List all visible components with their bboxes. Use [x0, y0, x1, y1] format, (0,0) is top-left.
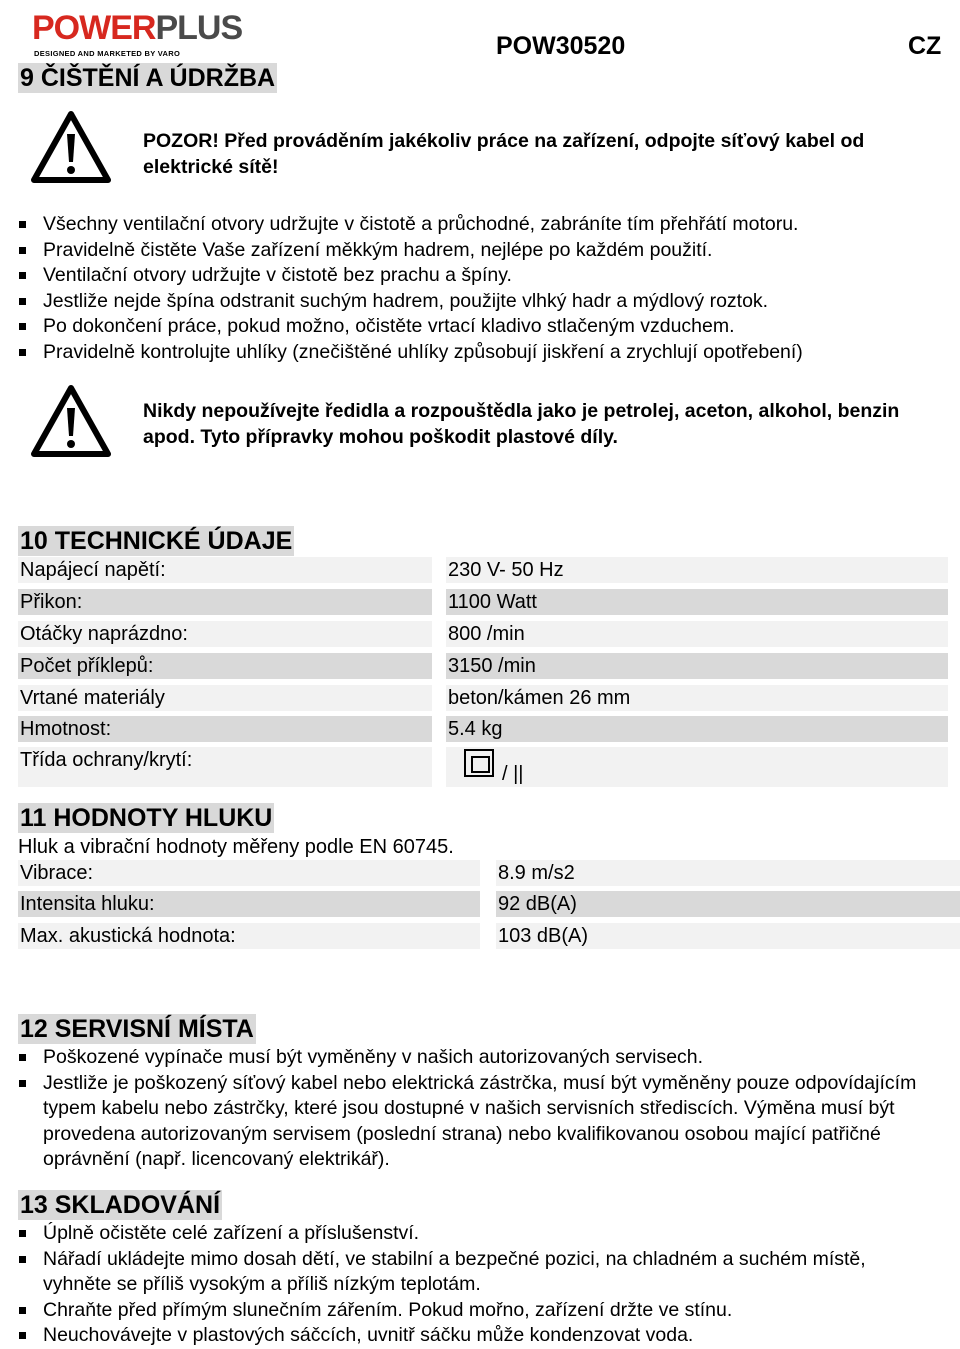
list-item: Úplně očistěte celé zařízení a příslušenství. [18, 1221, 938, 1247]
spec-label: Vrtané materiály [18, 685, 432, 711]
table-row [18, 653, 948, 679]
spec-label: Hmotnost: [18, 716, 432, 742]
noise-value: 92 dB(A) [496, 891, 960, 917]
section-12-title: 12 SERVISNÍ MÍSTA [20, 1015, 254, 1043]
service-list [18, 1045, 938, 1173]
list-item: Ventilační otvory udržujte v čistotě bez prachu a špíny. [18, 263, 948, 289]
double-insulation-icon [464, 749, 494, 777]
cleaning-list [18, 212, 948, 365]
table-row [18, 860, 960, 886]
table-row [18, 557, 948, 583]
model-number: POW30520 [496, 32, 626, 60]
noise-value: 103 dB(A) [496, 923, 960, 949]
table-row [18, 716, 948, 742]
noise-intro: Hluk a vibrační hodnoty měřeny podle EN 60745. [18, 836, 454, 858]
noise-label: Vibrace: [18, 860, 480, 886]
table-row [18, 747, 948, 787]
storage-list [18, 1221, 938, 1349]
list-item: Po dokončení práce, pokud možno, očistěte vrtací kladivo stlačeným vzduchem. [18, 314, 948, 340]
brand-logo-wordmark: POWERPLUS [32, 10, 243, 47]
spec-value: 800 /min [446, 621, 948, 647]
section-9-title: 9 ČIŠTĚNÍ A ÚDRŽBA [20, 64, 276, 92]
section-10-title: 10 TECHNICKÉ ÚDAJE [20, 527, 293, 555]
table-row [18, 685, 948, 711]
list-item: Pravidelně čistěte Vaše zařízení měkkým hadrem, nejlépe po každém použití. [18, 238, 948, 264]
warning-disconnect: POZOR! Před prováděním jakékoliv práce na zařízení, odpojte síťový kabel od elektrické sítě! [143, 130, 865, 178]
spec-label: Otáčky naprázdno: [18, 621, 432, 647]
spec-label: Přikon: [18, 589, 432, 615]
spec-label: Napájecí napětí: [18, 557, 432, 583]
table-row [18, 923, 960, 949]
spec-label: Třída ochrany/krytí: [18, 747, 432, 787]
spec-value: 1100 Watt [446, 589, 948, 615]
noise-value: 8.9 m/s2 [496, 860, 960, 886]
list-item: Chraňte před přímým slunečním zářením. Pokud mořno, zařízení držte ve stínu. [18, 1298, 938, 1324]
brand-logo [32, 10, 358, 58]
table-row [18, 891, 960, 917]
spec-label: Počet příklepů: [18, 653, 432, 679]
list-item: Neuchovávejte v plastových sáčcích, uvnitř sáčku může kondenzovat voda. [18, 1323, 938, 1349]
spec-value-protection [446, 747, 948, 787]
warning-icon [30, 384, 112, 463]
list-item: Jestliže je poškozený síťový kabel nebo elektrická zástrčka, musí být vyměněny pouze odpovídajícím typem kabelu nebo zástrčky, které jsou dostupné v našich servisních střediscích. Výměna musí být provedena autorizovaným servisem (poslední strana) nebo kvalifikovanou osobou mající patřičné oprávnění (např. licencovaný elektrikář). [18, 1071, 938, 1173]
noise-label: Intensita hluku: [18, 891, 480, 917]
spec-value: 5.4 kg [446, 716, 948, 742]
warning-icon [30, 110, 112, 189]
protection-class-text: / || [502, 763, 524, 785]
spec-value: 3150 /min [446, 653, 948, 679]
language-code: CZ [908, 32, 942, 60]
list-item: Nářadí ukládejte mimo dosah dětí, ve stabilní a bezpečné pozici, na chladném a suchém místě, vyhněte se příliš vysokým a příliš nízkým teplotám. [18, 1247, 938, 1298]
warning-solvents: Nikdy nepoužívejte ředidla a rozpouštědla jako je petrolej, aceton, alkohol, benzin apod. Tyto přípravky mohou poškodit plastové díly. [143, 400, 900, 448]
list-item: Pravidelně kontrolujte uhlíky (znečištěné uhlíky způsobují jiskření a zrychlují opotřebení) [18, 340, 948, 366]
brand-tagline: DESIGNED AND MARKETED BY VARO [34, 49, 181, 58]
list-item: Jestliže nejde špína odstranit suchým hadrem, použijte vlhký hadr a mýdlový roztok. [18, 289, 948, 315]
list-item: Poškozené vypínače musí být vyměněny v našich autorizovaných servisech. [18, 1045, 938, 1071]
spec-value: 230 V- 50 Hz [446, 557, 948, 583]
table-row [18, 589, 948, 615]
table-row [18, 621, 948, 647]
list-item: Všechny ventilační otvory udržujte v čistotě a průchodné, zabráníte tím přehřátí motoru. [18, 212, 948, 238]
noise-label: Max. akustická hodnota: [18, 923, 480, 949]
spec-value: beton/kámen 26 mm [446, 685, 948, 711]
section-11-title: 11 HODNOTY HLUKU [20, 804, 273, 832]
section-13-title: 13 SKLADOVÁNÍ [20, 1191, 221, 1219]
